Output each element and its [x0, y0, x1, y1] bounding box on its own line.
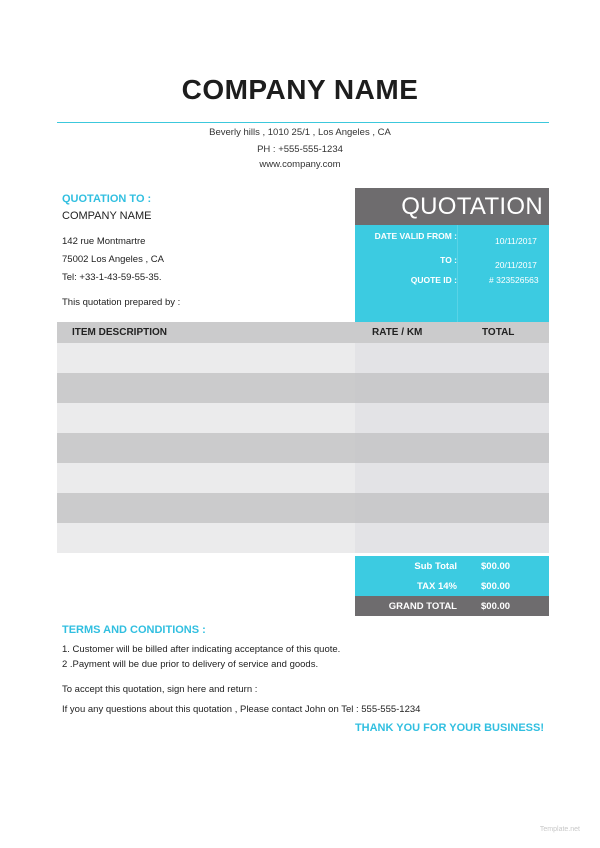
table-cell-description: [57, 493, 355, 523]
tax-value: $00.00: [481, 581, 511, 592]
table-cell-rate-total: [355, 493, 549, 523]
client-street: 142 rue Montmartre: [62, 236, 146, 247]
client-city: 75002 Los Angeles , CA: [62, 254, 164, 265]
company-website: www.company.com: [259, 159, 341, 170]
subtotal-value: $00.00: [481, 561, 511, 572]
table-row: [57, 493, 549, 523]
grand-total-row: [355, 596, 549, 616]
watermark: Template.net: [539, 826, 580, 833]
table-row: [57, 523, 549, 553]
column-rate-km: RATE / KM: [372, 327, 423, 338]
terms-heading: TERMS AND CONDITIONS :: [62, 624, 206, 636]
client-tel: Tel: +33-1-43-59-55-35.: [62, 272, 162, 283]
table-cell-rate-total: [355, 343, 549, 373]
grand-total-label: GRAND TOTAL: [388, 601, 457, 612]
company-address: Beverly hills , 1010 25/1 , Los Angeles , CA: [209, 127, 391, 138]
table-cell-description: [57, 433, 355, 463]
date-to-value: 20/11/2017: [495, 260, 537, 270]
quotation-title: QUOTATION: [401, 193, 543, 220]
items-table-header: [57, 322, 549, 343]
table-cell-description: [57, 343, 355, 373]
table-cell-rate-total: [355, 373, 549, 403]
table-cell-description: [57, 403, 355, 433]
quote-id-value: # 323526563: [489, 275, 539, 285]
client-company-name: COMPANY NAME: [62, 210, 152, 222]
column-item-description: ITEM DESCRIPTION: [72, 327, 168, 338]
table-row: [57, 463, 549, 493]
prepared-by: This quotation prepared by :: [62, 297, 181, 308]
table-cell-rate-total: [355, 433, 549, 463]
tax-row: [355, 576, 549, 596]
date-to-label: TO :: [440, 255, 457, 265]
table-row: [57, 403, 549, 433]
grand-total-value: $00.00: [481, 601, 511, 612]
terms-item-2: 2 .Payment will be due prior to delivery of service and goods.: [62, 659, 319, 670]
table-cell-description: [57, 463, 355, 493]
header-divider: [57, 122, 549, 123]
table-row: [57, 373, 549, 403]
accept-instructions: To accept this quotation, sign here and return :: [62, 684, 258, 695]
tax-label: TAX 14%: [417, 581, 457, 592]
table-cell-rate-total: [355, 463, 549, 493]
company-phone: PH : +555-555-1234: [257, 144, 343, 155]
table-row: [57, 433, 549, 463]
quote-id-label: QUOTE ID :: [410, 275, 457, 285]
column-total: TOTAL: [482, 327, 515, 338]
table-cell-description: [57, 523, 355, 553]
thank-you-message: THANK YOU FOR YOUR BUSINESS!: [354, 722, 544, 734]
quotation-to-heading: QUOTATION TO :: [62, 193, 152, 205]
date-valid-from-value: 10/11/2017: [495, 236, 537, 246]
subtotal-label: Sub Total: [414, 561, 457, 572]
table-cell-rate-total: [355, 403, 549, 433]
quotation-info-box: [355, 225, 549, 322]
date-valid-from-label: DATE VALID FROM :: [374, 231, 457, 241]
contact-info: If you any questions about this quotation , Please contact John on Tel : 555-555-1234: [62, 704, 421, 715]
terms-item-1: 1. Customer will be billed after indicating acceptance of this quote.: [62, 644, 341, 655]
company-name: COMPANY NAME: [181, 74, 419, 105]
table-cell-description: [57, 373, 355, 403]
table-cell-rate-total: [355, 523, 549, 553]
subtotal-row: [355, 556, 549, 576]
quotation-title-bar: [355, 188, 549, 225]
info-box-divider: [457, 225, 458, 322]
table-row: [57, 343, 549, 373]
